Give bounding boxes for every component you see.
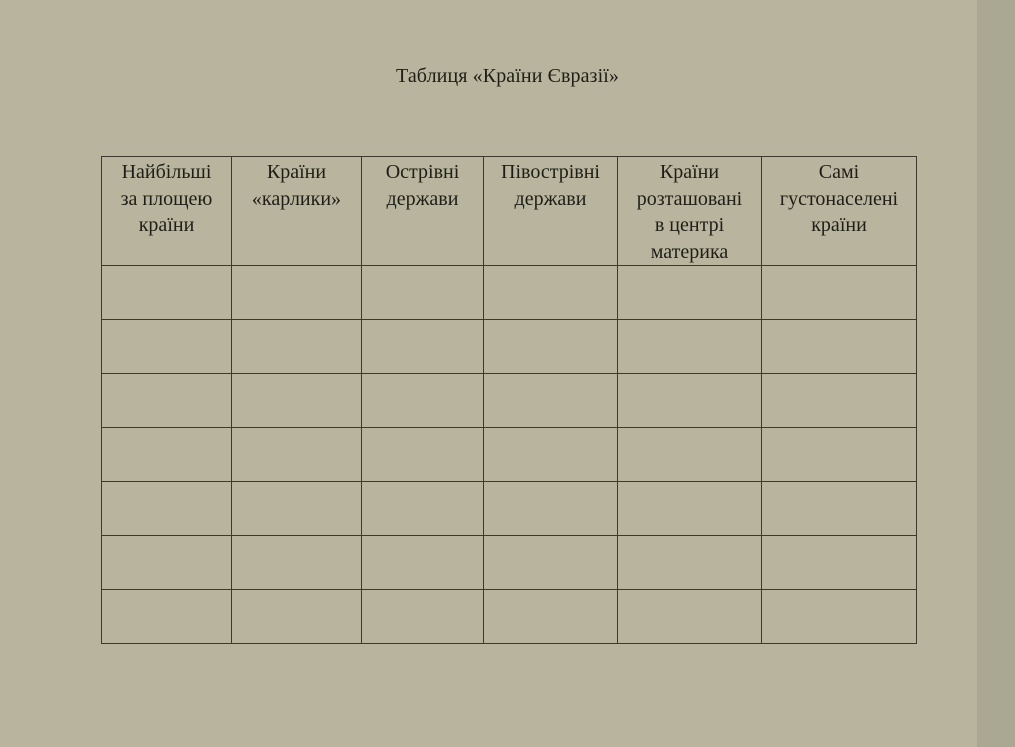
header-line: Півострівні — [501, 161, 600, 183]
header-line: материка — [650, 240, 729, 263]
table-cell — [762, 590, 917, 644]
header-line: Самі — [818, 161, 860, 183]
countries-table — [101, 156, 917, 644]
table-cell — [762, 428, 917, 482]
table-cell — [102, 590, 232, 644]
header-line: густонаселені — [779, 187, 899, 210]
table-cell — [618, 428, 762, 482]
table-cell — [484, 266, 618, 320]
header-line: в центрі — [654, 214, 725, 236]
table-cell — [362, 590, 484, 644]
header-row — [102, 157, 917, 266]
table-cell — [762, 482, 917, 536]
table-cell — [232, 482, 362, 536]
header-line: Острівні — [385, 161, 460, 183]
table-row — [102, 320, 917, 374]
table-cell — [484, 536, 618, 590]
table-cell — [102, 482, 232, 536]
table-cell — [762, 536, 917, 590]
table-cell — [618, 266, 762, 320]
table-cell — [102, 320, 232, 374]
table-cell — [102, 428, 232, 482]
column-header-peninsular-states — [484, 157, 618, 266]
document-title: Таблиця «Країни Євразії» — [396, 65, 619, 87]
table-cell — [362, 536, 484, 590]
header-line: держави — [514, 187, 587, 210]
page-side-band — [977, 0, 1015, 747]
column-header-central-countries — [618, 157, 762, 266]
table-row — [102, 536, 917, 590]
header-line: країни — [138, 214, 195, 236]
table-cell — [232, 320, 362, 374]
header-line: країни — [811, 214, 867, 236]
table-body — [102, 266, 917, 644]
column-header-largest-countries — [102, 157, 232, 266]
table-cell — [102, 374, 232, 428]
header-line: Найбільші — [121, 161, 212, 183]
table-cell — [362, 482, 484, 536]
table-cell — [618, 374, 762, 428]
header-line: за площею — [120, 187, 213, 210]
table-cell — [618, 320, 762, 374]
table-cell — [232, 536, 362, 590]
table-cell — [102, 536, 232, 590]
header-line: держави — [386, 187, 459, 210]
column-header-island-states — [362, 157, 484, 266]
table-cell — [618, 590, 762, 644]
table-cell — [618, 536, 762, 590]
header-line: «карлики» — [251, 187, 342, 210]
header-line: розташовані — [636, 187, 743, 210]
column-header-dwarf-countries — [232, 157, 362, 266]
table-cell — [618, 482, 762, 536]
table-cell — [232, 590, 362, 644]
table-cell — [362, 374, 484, 428]
table-row — [102, 428, 917, 482]
table-row — [102, 266, 917, 320]
table-cell — [362, 266, 484, 320]
table-cell — [362, 428, 484, 482]
table-row — [102, 590, 917, 644]
column-header-densely-populated — [762, 157, 917, 266]
table-row — [102, 482, 917, 536]
table-cell — [484, 374, 618, 428]
table-row — [102, 374, 917, 428]
table-cell — [762, 266, 917, 320]
header-line: Країни — [659, 161, 720, 183]
table-header — [102, 157, 917, 266]
table-cell — [232, 374, 362, 428]
table-cell — [362, 320, 484, 374]
table-cell — [484, 590, 618, 644]
table-cell — [102, 266, 232, 320]
table-cell — [484, 482, 618, 536]
table-cell — [484, 428, 618, 482]
table-cell — [484, 320, 618, 374]
table-cell — [762, 374, 917, 428]
table-cell — [762, 320, 917, 374]
header-line: Країни — [266, 161, 327, 183]
table-cell — [232, 428, 362, 482]
table-cell — [232, 266, 362, 320]
